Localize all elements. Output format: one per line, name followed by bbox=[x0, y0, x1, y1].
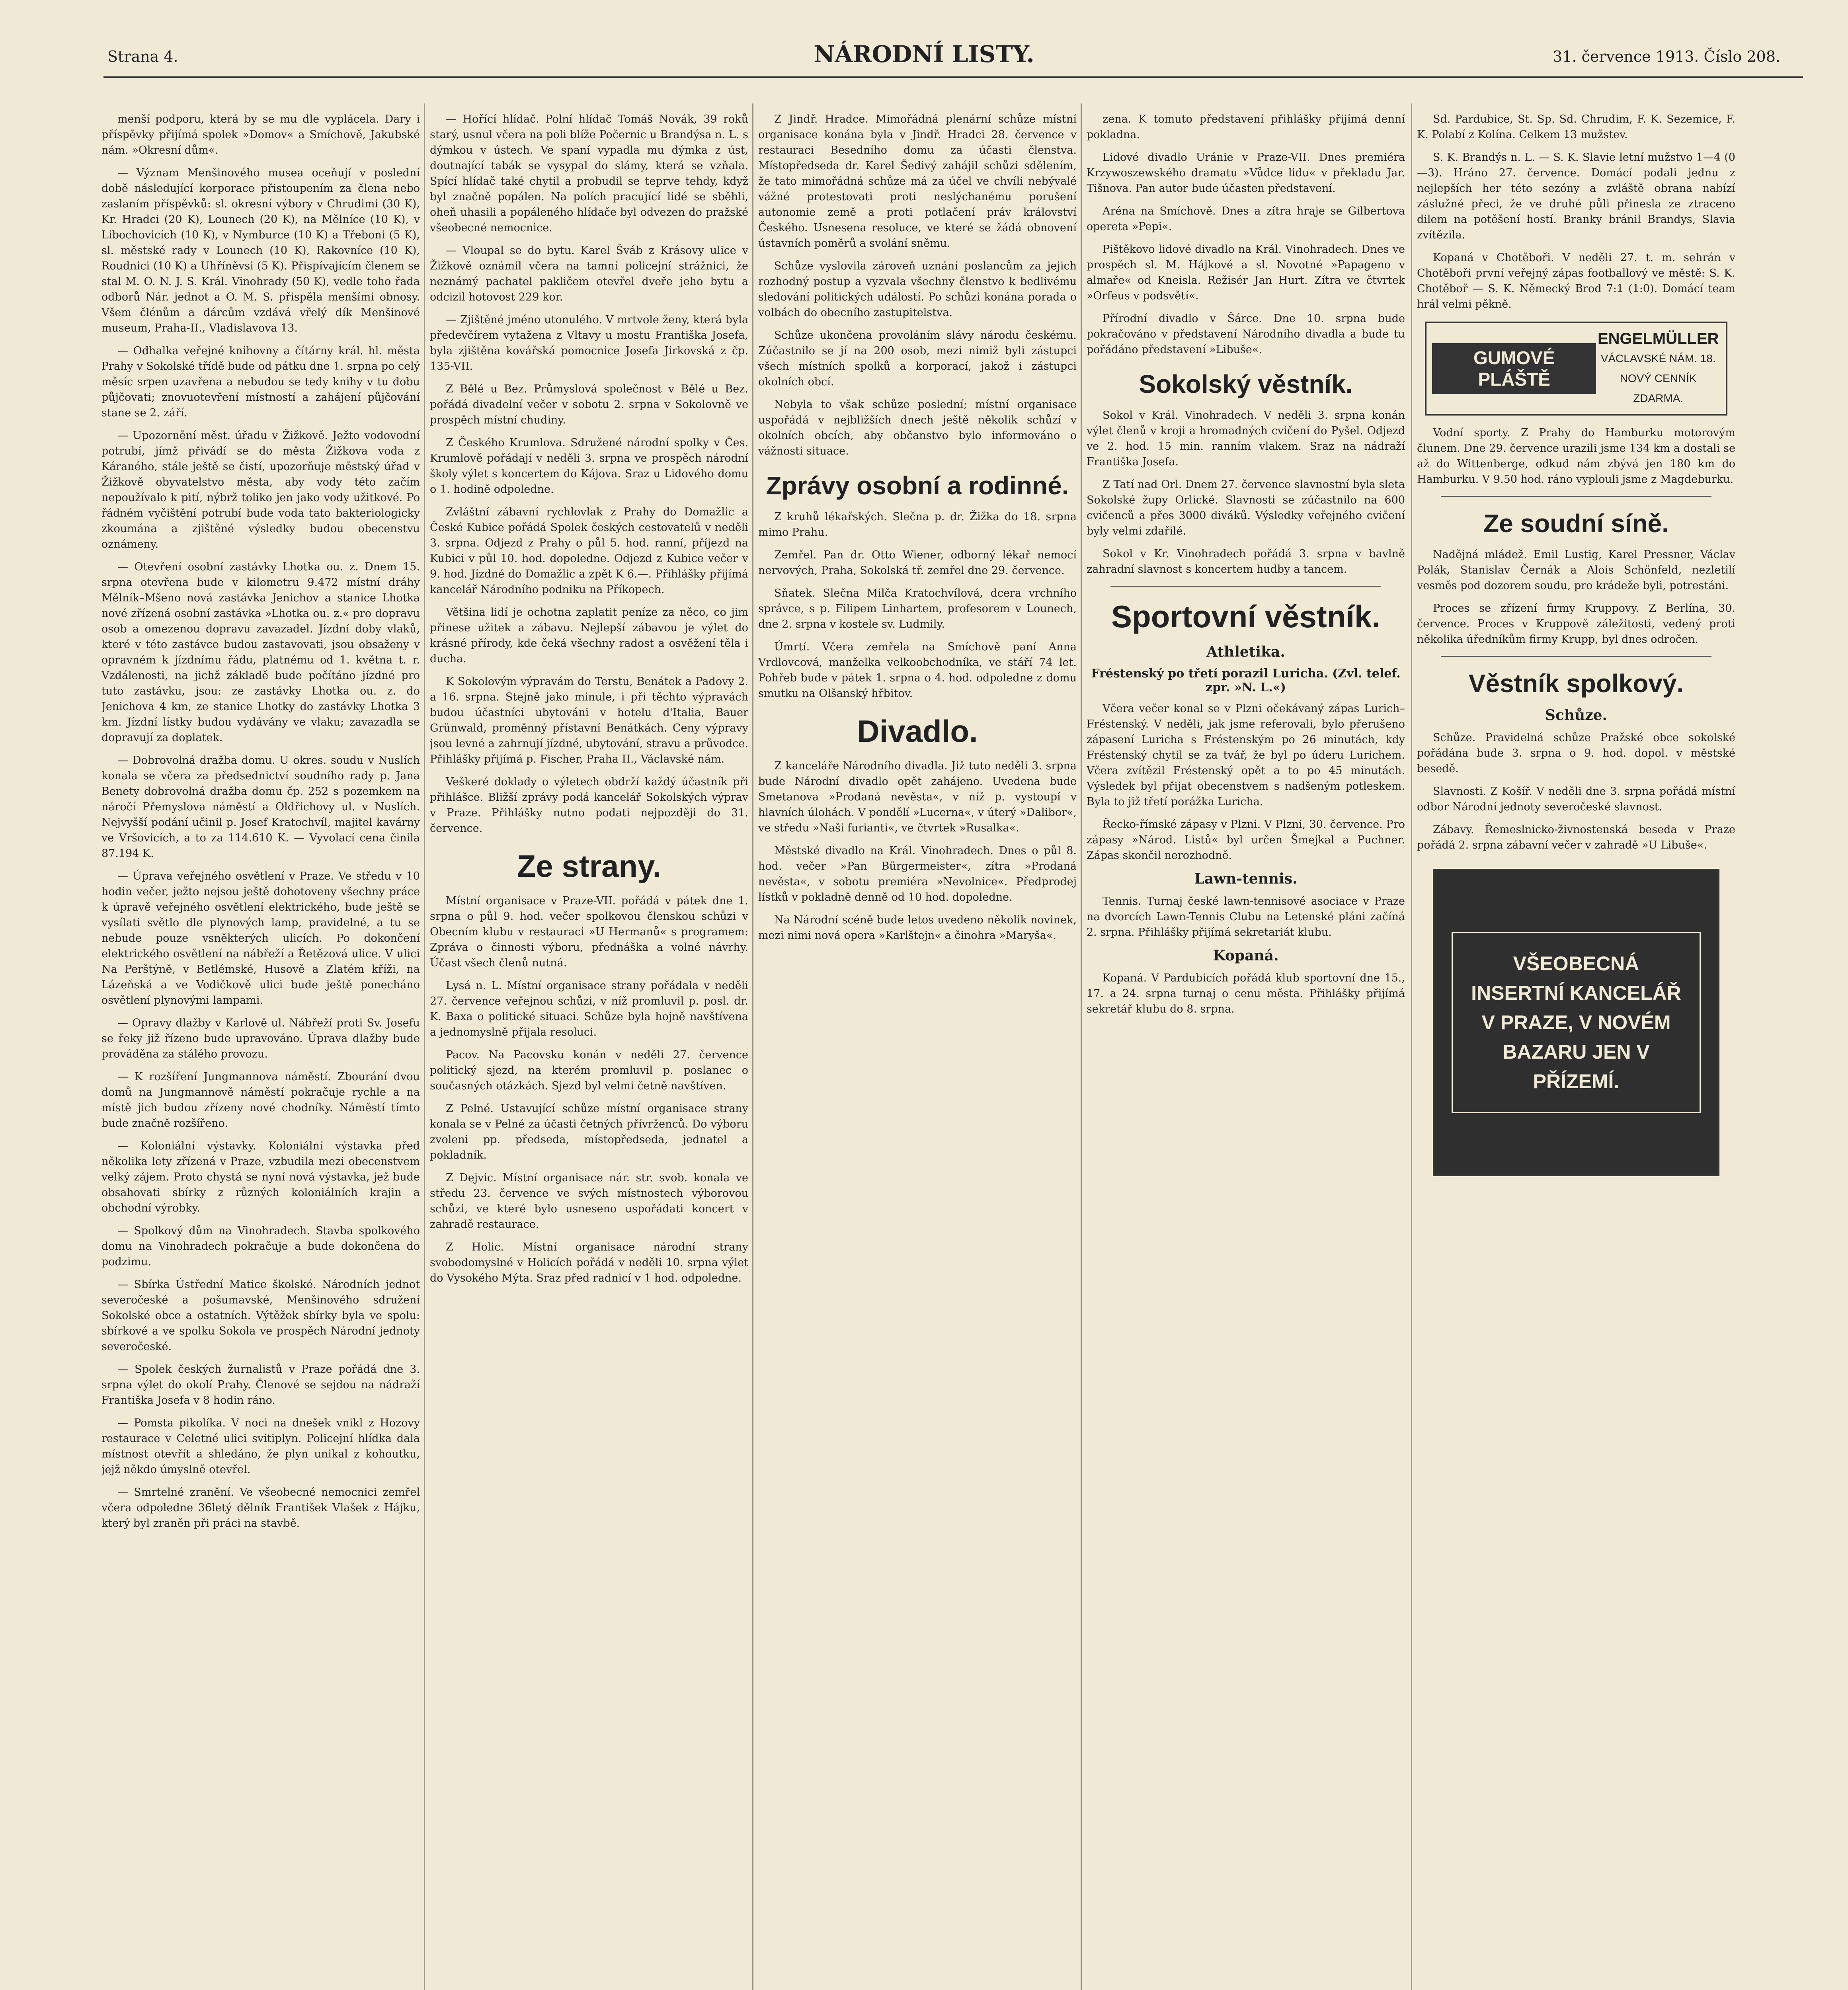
section-heading-divadlo: Divadlo. bbox=[857, 714, 978, 749]
article-paragraph: Zábavy. Řemeslnicko-živnostenská beseda v Praze pořádá 2. srpna zábavní večer v zahradě »U Libuše«. bbox=[1417, 823, 1735, 851]
section-heading-sokol: Sokolský věstník. bbox=[1139, 370, 1353, 398]
ad-engelmuller-note: NOVÝ CENNÍK ZDARMA. bbox=[1620, 372, 1697, 404]
article-paragraph: Místní organisace v Praze-VII. pořádá v pátek dne 1. srpna o půl 9. hod. večer spolkovou členskou schůzi v Obecním klubu v restauraci »U Hermanů« s programem: Zpráva o činnosti výboru, přednáška a volné návrhy. Účast všech členů nutná. bbox=[430, 895, 748, 969]
section-divider bbox=[1441, 656, 1711, 657]
article-paragraph: Z Českého Krumlova. Sdružené národní spolky v Čes. Krumlově pořádají v neděli 3. srpna ve prospěch národní školy výlet s koncertem do Kájova. Sraz u Lidového domu o 1. hodině odpoledne. bbox=[430, 437, 748, 496]
article-paragraph: Schůze ukončena provoláním slávy národu českému. Zúčastnilo se jí na 200 osob, mezi nimiž byli zástupci všech místních spolků a korporací, jakož i zástupci okolních obcí. bbox=[758, 329, 1077, 388]
article-paragraph: Tennis. Turnaj české lawn-tennisové asociace v Praze na dvorcích Lawn-Tennis Clubu na Letenské pláni začíná 2. srpna. Přihlášky přijímá sekretariát klubu. bbox=[1087, 895, 1405, 938]
article-paragraph: — Vloupal se do bytu. Karel Šváb z Krásovy ulice v Žižkově oznámil včera na tamní policejní strážnici, že neznámý pachatel pakličem otevřel dveře jeho bytu a odcizil hotovost 229 kor. bbox=[430, 244, 748, 303]
newspaper-title: NÁRODNÍ LISTY. bbox=[814, 41, 1034, 68]
article-paragraph: Proces se zřízení firmy Kruppovy. Z Berlína, 30. července. Proces v Kruppově záležitosti, vedený proti několika úředníkům firmy Krupp, byl dnes odročen. bbox=[1417, 602, 1735, 646]
article-paragraph: — Smrtelné zranění. Ve všeobecné nemocnici zemřel včera odpoledne 36letý dělník František Vlašek z Hájku, který byl zraněn při práci na stavbě. bbox=[101, 1486, 420, 1530]
article-paragraph: — Sbírka Ústřední Matice školské. Národních jednot severočeské a pošumavské, Menšinového sdružení Sokolské obce a ostatních. Výtěžek sbírky byla ve spolu: sbírkové a ve spolku Sokola ve prospěch Národní jednoty severočeské. bbox=[101, 1278, 420, 1353]
ad-engelmuller-name: ENGELMÜLLER bbox=[1597, 330, 1719, 347]
article-paragraph: K Sokolovým výpravám do Terstu, Benátek a Padovy 2. a 16. srpna. Stejně jako minule, i při těchto výpravách budou účastníci ubytováni v hotelu d'Italia, Bauer Grünwald, proměnný přístavní Benátkách. Ceny výpravy jsou levné a zahrnují jízdné, ubytování, stravu a průvodce. Přihlášky přijímá p. Fischer, Praha II., Václavské nám. bbox=[430, 675, 748, 765]
section-heading-soud: Ze soudní síně. bbox=[1483, 509, 1669, 538]
article-paragraph: — Odhalka veřejné knihovny a čítárny král. hl. města Prahy v Sokolské třídě bude od pátku dne 1. srpna po celý měsíc srpen uzavřena a nebudou se tedy knihy v tu dobu půjčovati; znovuotevření místností a zahájení půjčování stane se 2. září. bbox=[101, 345, 420, 419]
article-paragraph: Kopaná. V Pardubicích pořádá klub sportovní dne 15., 17. a 24. srpna turnaj o cenu města. Přihlášky přijímá sekretář klubu do 8. srpna. bbox=[1087, 972, 1405, 1015]
article-paragraph: — Význam Menšinového musea oceňují v poslední době následující korporace přistoupením za člena nebo zaslaním příspěvků: sl. okresní výbory v Chrudimi (30 K), Kr. Hradci (20 K), Lounech (20 K), na Mělníce (10 K), v Libochovicích (10 K), v Nymburce (10 K) a Třeboni (5 K), sl. městské rady v Lounech (10 K), Rakovníce (10 K), Roudnici (10 K) a Uhříněvsi (5 K). Přispívajícím členem se stal M. O. N. J. S. Král. Vinohrady (50 K), vedle toho řada odborů Nár. jednot a O. M. S. přispěla menšími obnosy. Všem člénům a dárcům vzdává vřelý dík Menšinové museum, Praha-II., Vladislavova 13. bbox=[101, 167, 420, 334]
page-header bbox=[0, 0, 1848, 76]
article-paragraph: — Úprava veřejného osvětlení v Praze. Ve středu v 10 hodin večer, ježto nejsou ještě dohotoveny všechny práce k úpravě veřejného osvětlení elektrického, bude ještě se vysílati světlo dle plynových lamp, pravidelné, a tu se nebude pouze vsněkterých ulicích. Po dokončení elektrického osvětlení na nábřeží a Řetězová ulice. V ulici Na Perštýně, v Betlémské, Husově a Zlatém kříži, na Lázeňská a ve Vodičkově ulici bude ještě ponecháno osvětlení plynovými lampami. bbox=[101, 870, 420, 1007]
article-paragraph: Schůze vyslovila zároveň uznání poslancům za jejich rozhodný postup a vyzvala všechny členstvo k bedlivému sledování politických událostí. Po schůzi konána porada o volbách do obecního zastupitelstva. bbox=[758, 260, 1077, 319]
article-paragraph: Slavnosti. Z Košíř. V neděli dne 3. srpna pořádá místní odbor Národní jednoty severočeské slavnost. bbox=[1417, 785, 1735, 813]
section-heading-osobni: Zprávy osobní a rodinné. bbox=[766, 471, 1069, 500]
article-paragraph: — Dobrovolná dražba domu. U okres. soudu v Nuslích konala se včera za předsednictví soudního rady p. Jana Benety dobrovolná dražba domu čp. 252 s pozemkem na náročí Přemyslova náměstí a Oldřichovy ul. v Nuslích. Nejvyšší podání učinil p. Josef Kratochvíl, majitel kavárny ve Vršovicích, a to za 114.610 K. — Vyvolací cena činila 87.194 K. bbox=[101, 754, 420, 860]
article-paragraph: — Zjištěné jméno utonulého. V mrtvole ženy, která byla předevčírem vytažena z Vltavy u mostu Františka Josefa, byla zjištěna kovářská pomocnice Josefa Jirkovská z čp. 135-VII. bbox=[430, 314, 748, 373]
section-divider bbox=[1110, 586, 1381, 587]
article-paragraph: Sokol v Král. Vinohradech. V neděli 3. srpna konán výlet členů v kroji a hromadných cvičení do Pyšel. Odjezd ve 2. hod. 15 min. ranním vlakem. Sraz na nádraží Františka Josefa. bbox=[1087, 409, 1405, 468]
page-number: Strana 4. bbox=[107, 48, 178, 65]
article-paragraph: — K rozšíření Jungmannova náměstí. Zbourání dvou domů na Jungmannově náměstí pokračuje rychle a na místě jich budou zřízeny nové chodníky. Náměstí tímto bude značně rozšířeno. bbox=[101, 1071, 420, 1130]
article-paragraph: menší podporu, která by se mu dle vyplácela. Dary i příspěvky přijímá spolek »Domov« a Smíchově, Jakubské nám. »Okresní dům«. bbox=[101, 113, 420, 156]
subsection-heading-schuze: Schůze. bbox=[1545, 707, 1608, 724]
article-paragraph: Lidové divadlo Uránie v Praze-VII. Dnes premiéra Krzywoszewského dramatu »Vůdce lidu« v překladu Jar. Tišnova. Pan autor bude účasten představení. bbox=[1087, 151, 1405, 195]
article-paragraph: — Koloniální výstavky. Koloniální výstavka před několika lety zřízená v Praze, vzbudila mezi obecenstvem velký zájem. Proto chystá se nyní nová výstavka, jež bude obsahovati sbírky z různých koloniálních krajin a obchodní výrobky. bbox=[101, 1140, 420, 1214]
article-paragraph: Kopaná v Chotěboři. V neděli 27. t. m. sehrán v Chotěboři první veřejný zápas footballový ve městě: S. K. Chotěboř — S. K. Německý Brod 7:1 (1:0). Domácí team hrál velmi pěkně. bbox=[1417, 252, 1735, 310]
article-paragraph: Přírodní divadlo v Šárce. Dne 10. srpna bude pokračováno v představení Národního divadla a bude tu pořádáno představení »Libuše«. bbox=[1087, 312, 1405, 356]
article-paragraph: Řecko-římské zápasy v Plzni. V Plzni, 30. července. Pro zápasy »Národ. Listů« byl určen Šmejkal a Puchner. Zápas skončil nerozhodně. bbox=[1087, 818, 1405, 862]
section-heading-strany: Ze strany. bbox=[517, 849, 662, 884]
article-paragraph: Z Tatí nad Orl. Dnem 27. července slavnostní byla sleta Sokolské župy Orlické. Slavnosti se zúčastnilo na 600 cvičenců a přes 3000 diváků. Výsledky veřejného cvičení byly velmi zdařilé. bbox=[1087, 478, 1405, 537]
subsection-heading-athletika: Athletika. bbox=[1206, 644, 1285, 660]
article-paragraph: Schůze. Pravidelná schůze Pražské obce sokolské pořádána bude 3. srpna o 9. hod. dopol. v městské besedě. bbox=[1417, 732, 1735, 775]
article-paragraph: Z Bělé u Bez. Průmyslová společnost v Bělé u Bez. pořádá divadelní večer v sobotu 2. srpna v Sokolovně ve prospěch místní chudiny. bbox=[430, 383, 748, 426]
article-paragraph: Pištěkovo lidové divadlo na Král. Vinohradech. Dnes ve prospěch sl. M. Hájkové a sl. Novotné »Papageno v almaře« od Kneisla. Režisér Jan Hurt. Zítra ve čtvrtek »Orfeus v podsvětí«. bbox=[1087, 243, 1405, 302]
article-paragraph: Z Holic. Místní organisace národní strany svobodomyslné v Holicích pořádá v neděli 10. srpna výlet do Vysokého Mýta. Sraz před radnicí v 1 hod. odpoledne. bbox=[430, 1241, 748, 1284]
article-paragraph: Lysá n. L. Místní organisace strany pořádala v neděli 27. července veřejnou schůzi, v níž promluvil p. posl. dr. K. Baxa o politické situaci. Schůze byla hojně navštívena a jednomyslně přijala resoluci. bbox=[430, 979, 748, 1038]
article-paragraph: Z Pelné. Ustavující schůze místní organisace strany konala se v Pelné za účasti četných přívrženců. Do výboru zvoleni pp. předseda, místopředseda, jednatel a pokladník. bbox=[430, 1102, 748, 1161]
ad-engelmuller-address: VÁCLAVSKÉ NÁM. 18. bbox=[1600, 352, 1716, 365]
column-divider bbox=[424, 103, 425, 1990]
advertisement-engelmuller bbox=[1425, 322, 1727, 416]
article-paragraph: Sokol v Kr. Vinohradech pořádá 3. srpna v bavlně zahradní slavnost s koncertem hudby a tancem. bbox=[1087, 548, 1405, 576]
article-paragraph: Většina lidí je ochotna zaplatit peníze za něco, co jim přinese užitek a zábavu. Nejlepší zábavou je výlet do krásné přírody, kde čeká všechny radost a osvěžení těla i ducha. bbox=[430, 606, 748, 665]
issue-date: 31. července 1913. Číslo 208. bbox=[1552, 48, 1780, 65]
article-paragraph: S. K. Brandýs n. L. — S. K. Slavie letní mužstvo 1—4 (0—3). Hráno 27. července. Domácí podali jednu z nejlepších her této sezóny a zvláště obrana nabízí záslužné přeci, že ve druhé půli přinesla ze ztraceno dilem na potěšení hostí. Branky bránil Brandys, Slavia zvítězila. bbox=[1417, 151, 1735, 241]
article-paragraph: — Hořící hlídač. Polní hlídač Tomáš Novák, 39 roků starý, usnul včera na poli blíže Počernic u Brandýsa n. L. s dýmkou v ústech. Ve spaní vypadla mu dýmka z úst, doutnající tabák se vysypal do slámy, která se vzňala. Spící hlídač také chytil a probudil se teprve tehdy, když byl značně popálen. Na polích pracující lidé se sběhli, oheň uhasili a popáleného hlídače byl odvezen do pražské všeobecné nemocnice. bbox=[430, 113, 748, 234]
header-rule bbox=[103, 76, 1803, 78]
article-paragraph: zena. K tomuto představení přihlášky přijímá denní pokladna. bbox=[1087, 113, 1405, 141]
subsection-heading-kopana: Kopaná. bbox=[1213, 947, 1279, 964]
column-3 bbox=[758, 111, 1077, 1990]
article-paragraph: Z Dejvic. Místní organisace nár. str. svob. konala ve středu 23. července ve svých místnostech výborovou schůzi, ve které bylo usneseno uspořádati koncert v zahradě restaurace. bbox=[430, 1172, 748, 1231]
ad-kancelar-text: VŠEOBECNÁ INSERTNÍ KANCELÁŘ V PRAZE, V NOVÉM BAZARU JEN V PŘÍZEMÍ. bbox=[1452, 932, 1701, 1113]
article-paragraph: Zemřel. Pan dr. Otto Wiener, odborný lékař nemocí nervových, Praha, Sokolská tř. zemřel dne 29. července. bbox=[758, 549, 1077, 577]
article-paragraph: Z Jindř. Hradce. Mimořádná plenární schůze místní organisace konána byla v Jindř. Hradci 28. července v restauraci Besedního domu za účasti členstva. Místopředseda dr. Karel Šedivý zahájil schůzi sdělením, že tato mimořádná schůze má za účel ve chvíli nebývalé vážné protestovati proti neslýchanému porušení autonomie země a proti potlačení práv království Českého. Usnesena resoluce, ve které se žádá obnovení ústavních poměrů a svolání sněmu. bbox=[758, 113, 1077, 250]
article-paragraph: Veškeré doklady o výletech obdrží každý účastník při přihlášce. Bližší zprávy podá kancelář Sokolských výprav v Praze. Přihlášky nutno podati nejpozději do 31. července. bbox=[430, 776, 748, 835]
section-heading-sport: Sportovní věstník. bbox=[1111, 599, 1381, 634]
article-paragraph: — Opravy dlažby v Karlově ul. Nábřeží proti Sv. Josefu se řeky již řízeno bude upravováno. Úprava dlažby bude prováděna za stálého provozu. bbox=[101, 1017, 420, 1060]
article-paragraph: Pacov. Na Pacovsku konán v neděli 27. července politický sjezd, na kterém promluvil p. poslanec o současných otázkách. Sjezd byl velmi četně navštíven. bbox=[430, 1049, 748, 1092]
article-paragraph: — Pomsta pikolíka. V noci na dnešek vnikl z Hozovy restaurace v Celetné ulici svitiplyn. Policejní hlídka dala místnost otevřít a shledáno, že plyn unikal z kohoutku, jejž někdo úmyslně otevřel. bbox=[101, 1417, 420, 1476]
article-paragraph: Úmrtí. Včera zemřela na Smíchově paní Anna Vrdlovcová, manželka velkoobchodníka, ve stáří 74 let. Pohřeb bude v pátek 1. srpna o 4. hod. odpoledne z domu smutku na Olšanský hřbitov. bbox=[758, 641, 1077, 700]
article-paragraph: — Spolkový dům na Vinohradech. Stavba spolkového domu na Vinohradech pokračuje a bude dokončena do podzimu. bbox=[101, 1225, 420, 1268]
section-heading-spolky: Věstník spolkový. bbox=[1468, 669, 1684, 698]
column-divider bbox=[1081, 103, 1082, 1990]
column-5 bbox=[1417, 111, 1735, 1990]
article-paragraph: Sd. Pardubice, St. Sp. Sd. Chrudim, F. K. Sezemice, F. K. Polabí z Kolína. Celkem 13 mužstev. bbox=[1417, 113, 1735, 141]
ad-engelmuller-block bbox=[1596, 329, 1720, 408]
advertisement-insertni-kancelar bbox=[1433, 869, 1719, 1176]
column-2 bbox=[430, 111, 748, 1990]
section-divider bbox=[1441, 496, 1711, 497]
article-paragraph: Aréna na Smíchově. Dnes a zítra hraje se Gilbertova opereta »Pepi«. bbox=[1087, 205, 1405, 233]
article-paragraph: Nadějná mládež. Emil Lustig, Karel Pressner, Václav Polák, Stanislav Černák a Alois Schönfeld, nezletilí vesměs pod dozorem soudu, pro krádeže byli, potrestáni. bbox=[1417, 548, 1735, 592]
article-headline: Fréstenský po třetí porazil Luricha. (Zvl. telef. zpr. »N. L.«) bbox=[1091, 667, 1401, 695]
column-1 bbox=[101, 111, 420, 1990]
article-paragraph: Nebyla to však schůze poslední; místní organisace uspořádá v nejbližších dnech ještě několik schůzí v okolních obcích, aby občanstvo bylo informováno o vážnosti situace. bbox=[758, 398, 1077, 457]
ad-gumove-plaste: GUMOVÉ PLÁŠTĚ bbox=[1432, 343, 1596, 394]
subsection-heading-lawn: Lawn-tennis. bbox=[1194, 870, 1298, 887]
article-paragraph: Zvláštní zábavní rychlovlak z Prahy do Domažlic a České Kubice pořádá Spolek českých cestovatelů v neděli 3. srpna. Odjezd z Prahy o půl 5. hod. ranní, příjezd na Kubici v půl 10. hod. dopoledne. Odjezd z Kubice večer v 9. hod. Jízdné do Domažlic a zpět K 6.—. Přihlášky přijímá kancelář Národního podniku na Příkopech. bbox=[430, 506, 748, 596]
article-paragraph: Z kruhů lékařských. Slečna p. dr. Žižka do 18. srpna mimo Prahu. bbox=[758, 511, 1077, 538]
article-paragraph: Na Národní scéně bude letos uvedeno několik novinek, mezi nimi nová opera »Karlštejn« a činohra »Maryša«. bbox=[758, 914, 1077, 942]
article-paragraph: Vodní sporty. Z Prahy do Hamburku motorovým člunem. Dne 29. července urazili jsme 134 km a dostali se až do Wittenberge, odkud nám zbývá jen 180 km do Hamburku. V 9.50 hod. ráno vyplouli jsme z Magdeburku. bbox=[1417, 427, 1735, 486]
article-paragraph: — Spolek českých žurnalistů v Praze pořádá dne 3. srpna výlet do okolí Prahy. Členové se sejdou na nádraží Františka Josefa v 8 hodin ráno. bbox=[101, 1363, 420, 1407]
article-paragraph: Včera večer konal se v Plzni očekávaný zápas Lurich–Fréstenský. V neděli, jak jsme referovali, bylo přerušeno zápasení Luricha s Fréstenským po 26 minutách, kdy Fréstenský chytil se za tvář, že byl po úderu Lurichem. Včera zvítězil Fréstenský opět a to po 45 minutách. Výsledek byl přijat obecenstvem s nadšeným potleskem. Byla to již třetí porážka Luricha. bbox=[1087, 702, 1405, 808]
article-paragraph: Městské divadlo na Král. Vinohradech. Dnes o půl 8. hod. večer »Pan Bürgermeister«, zítra »Prodaná nevěsta«, v sobotu premiéra »Nevolnice«. Předprodej lístků v pokladně denně od 10 hod. dopoledne. bbox=[758, 845, 1077, 903]
article-paragraph: Sňatek. Slečna Milča Kratochvílová, dcera vrchního správce, s p. Filipem Linhartem, profesorem v Lounech, dne 2. srpna v kostele sv. Ludmily. bbox=[758, 587, 1077, 630]
article-paragraph: Z kanceláře Národního divadla. Již tuto neděli 3. srpna bude Národní divadlo opět zahájeno. Uvedena bude Smetanova »Prodaná nevěsta«, v níž p. vystoupí v hlavních úlohách. V pondělí »Lucerna«, v úterý »Dalibor«, ve středu »Naši furianti«, ve čtvrtek »Rusalka«. bbox=[758, 760, 1077, 834]
article-paragraph: — Upozornění měst. úřadu v Žižkově. Ježto vodovodní potrubí, jímž přivádí se do města Žižkova voda z Káraného, stále ještě se čistí, upozorňuje městský úřad v Žižkově obyvatelstvo města, aby vody této začím nepoužívalo k pití, nýbrž toliko jen jako vody užitkové. Po řádném vyčištění potrubí bude voda tato bakteriologicky zkoumána a zjištěné výsledky budou obecenstvu oznámeny. bbox=[101, 429, 420, 550]
column-divider bbox=[752, 103, 753, 1990]
article-paragraph: — Otevření osobní zastávky Lhotka ou. z. Dnem 15. srpna otevřena bude v kilometru 9.472 místní dráhy Mělník–Mšeno nová zastávka Jenichov a stanice Lhotka nové zřízená osobní zastávka »Lhotka ou. z.« pro dopravu osob a omezenou dopravu zavazadel. Jízdní doby vlaků, které v této zastávce budou zastavovati, jsou obsaženy v opravném k jízdnímu řádu, platnému od 1. května t. r. Vzdálenosti, na jichž základě bude počítáno jízdné pro tuto zastávku, jsou: ze zastávky Lhotka ou. z. do Jenichova 4 km, ze stanice Lhotky do zastávky Lhotka 3 km. Jízdní lístky budou vydávány ve vlaku; zavazadla se dopravují za doplatek. bbox=[101, 561, 420, 744]
column-divider bbox=[1411, 103, 1412, 1990]
column-4 bbox=[1087, 111, 1405, 1990]
